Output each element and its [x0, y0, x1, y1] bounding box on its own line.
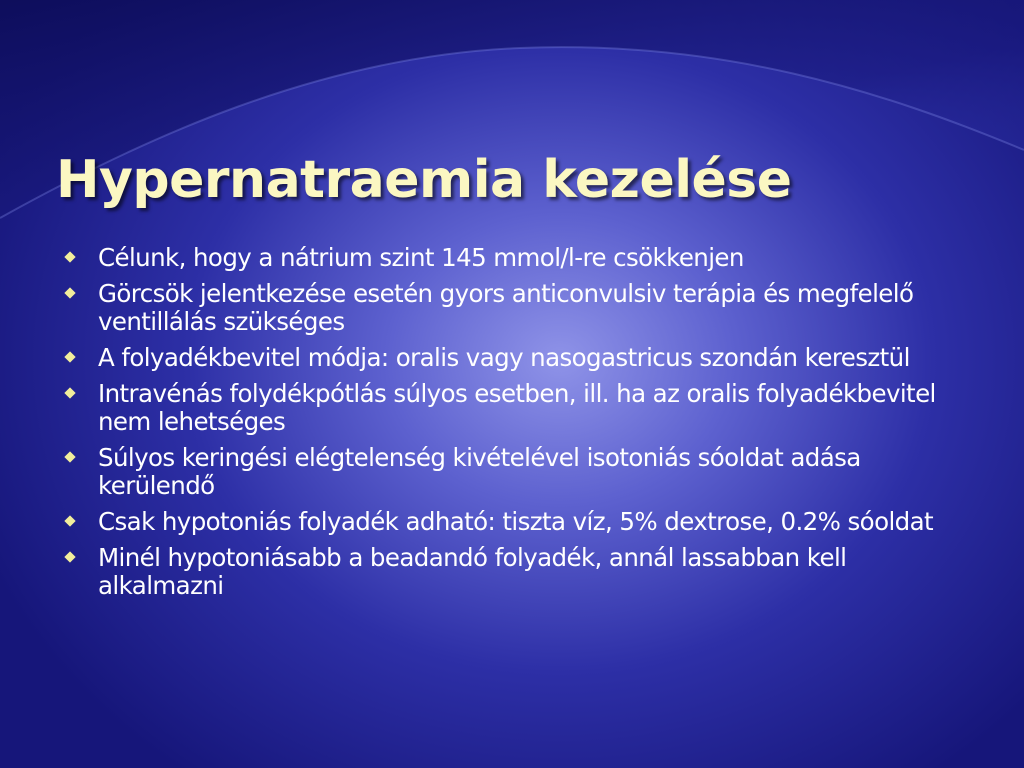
bullet-item [64, 508, 964, 536]
diamond-bullet-icon [64, 515, 75, 526]
bullet-text: Csak hypotoniás folyadék adható: tiszta víz, 5% dextrose, 0.2% sóoldat [98, 507, 934, 536]
bullet-item [64, 244, 964, 272]
diamond-bullet-icon [64, 251, 75, 262]
bullet-text: Minél hypotoniásabb a beadandó folyadék, annál lassabban kell alkalmazni [98, 543, 847, 600]
diamond-bullet-icon [64, 387, 75, 398]
bullet-item [64, 444, 964, 500]
bullet-text: Görcsök jelentkezése esetén gyors anticonvulsiv terápia és megfelelő ventillálás szükséges [98, 279, 914, 336]
bullet-list [64, 244, 964, 608]
bullet-text: Célunk, hogy a nátrium szint 145 mmol/l-re csökkenjen [98, 243, 744, 272]
bullet-text: Intravénás folydékpótlás súlyos esetben, ill. ha az oralis folyadékbevitel nem lehetséges [98, 379, 936, 436]
bullet-text: Súlyos keringési elégtelenség kivételével isotoniás sóoldat adása kerülendő [98, 443, 861, 500]
diamond-bullet-icon [64, 551, 75, 562]
diamond-bullet-icon [64, 451, 75, 462]
slide-title: Hypernatraemia kezelése [56, 150, 792, 210]
diamond-bullet-icon [64, 287, 75, 298]
diamond-bullet-icon [64, 351, 75, 362]
bullet-item [64, 380, 964, 436]
bullet-item [64, 280, 964, 336]
bullet-text: A folyadékbevitel módja: oralis vagy nasogastricus szondán keresztül [98, 343, 910, 372]
bullet-item [64, 344, 964, 372]
bullet-item [64, 544, 964, 600]
background-swoosh [0, 0, 1024, 260]
